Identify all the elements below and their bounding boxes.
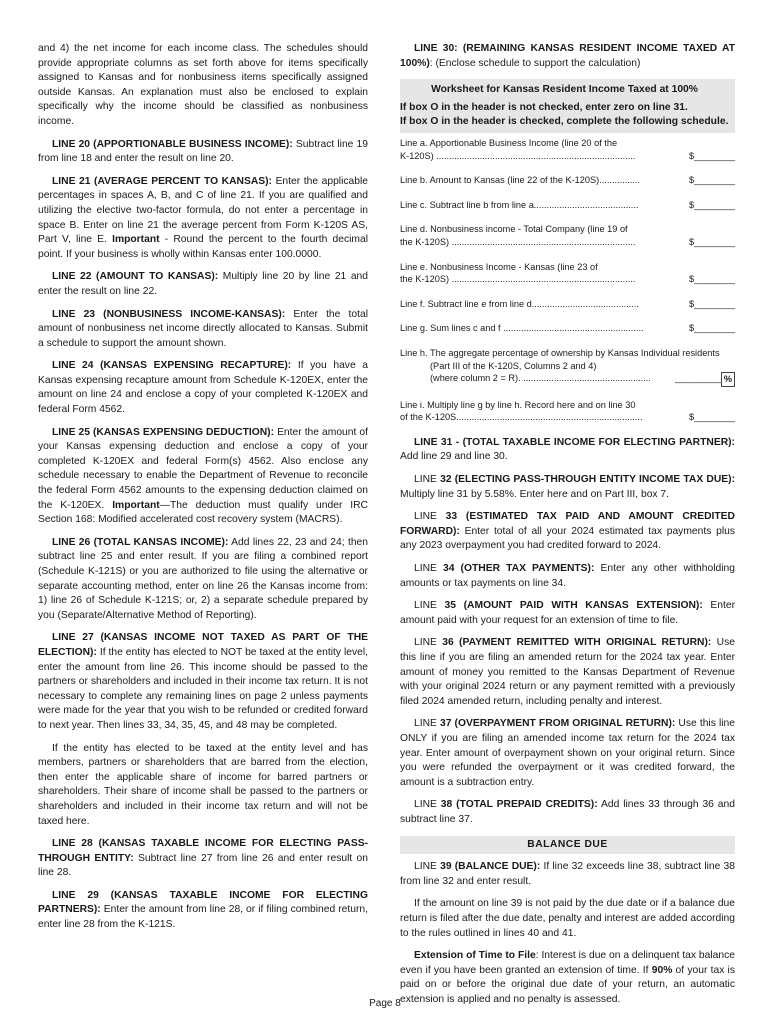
worksheet-line-b: Line b. Amount to Kansas (line 22 of the K-120S)................ $________ [400, 175, 735, 186]
worksheet-note-checked: If box O in the header is checked, complete the following schedule. [400, 116, 729, 128]
worksheet-line-a: Line a. Apportionable Business Income (line 20 of the K-120S) .............................................................................. $________ [400, 137, 735, 161]
line-39-instructions: LINE 39 (BALANCE DUE): If line 32 exceeds line 38, subtract line 38 from line 32 and enter result. [400, 861, 735, 887]
percent-field[interactable]: _________ [674, 373, 721, 384]
line-29-instructions: LINE 29 (KANSAS TAXABLE INCOME FOR ELECTING PARTNERS): Enter the amount from line 28, or if filing combined return, enter line 28 from the K-121S. [38, 889, 368, 931]
line-32-instructions: LINE 32 (ELECTING PASS-THROUGH ENTITY INCOME TAX DUE): Multiply line 31 by 5.58%. Enter here and on Part III, box 7. [400, 474, 735, 500]
worksheet-line-i: Line i. Multiply line g by line h. Record here and on line 30 of the K-120S......................................................................... $________ [400, 399, 735, 423]
amount-field[interactable]: $________ [689, 298, 735, 309]
line-20-instructions: LINE 20 (APPORTIONABLE BUSINESS INCOME): Subtract line 19 from line 18 and enter the result on line 20. [38, 138, 368, 165]
extension-paragraph: Extension of Time to File: Interest is due on a delinquent tax balance even if you have been granted an extension of time. If 90% of your tax is paid on or before the original due date of your return, an automatic extension is applied and no penalty is assessed. [400, 950, 735, 1005]
percent-sign: % [721, 372, 735, 387]
worksheet-line-c: Line c. Subtract line b from line a......................................... $________ [400, 199, 735, 210]
amount-field[interactable]: $________ [689, 236, 735, 247]
worksheet-line-e: Line e. Nonbusiness Income - Kansas (line 23 of the K-120S) ........................................................................ $________ [400, 261, 735, 285]
line-24-instructions: LINE 24 (KANSAS EXPENSING RECAPTURE): If you have a Kansas expensing recapture amount from Schedule K-120EX, enter the amount on line 24 and enclose a copy of your completed K-120EX and federal Form 4562. [38, 360, 369, 416]
amount-field[interactable]: $________ [689, 199, 735, 210]
amount-field[interactable]: $________ [689, 323, 735, 334]
worksheet-line-f: Line f. Subtract line e from line d.......................................... $________ [400, 298, 735, 309]
line-33-instructions: LINE 33 (ESTIMATED TAX PAID AND AMOUNT CREDITED FORWARD): Enter total of all your 2024 estimated tax payments plus any 2023 overpayment you had credited forward to 2024. [400, 511, 735, 552]
amount-field[interactable]: $________ [689, 412, 735, 423]
right-column [400, 42, 735, 1015]
line-25-instructions: LINE 25 (KANSAS EXPENSING DEDUCTION): Enter the amount of your Kansas expensing deduction and enclose a copy of your completed K-120EX and federal Form(s) 4562. Also enclose any schedule necessary to enable the Department of Revenue to reconcile the federal Form 4562 amounts to the expensing deduction claimed on the K-120EX. Important—The deduction must qualify under IRC Section 168: Modified accelerated cost recovery system (MACRS). [38, 426, 368, 526]
amount-field[interactable]: $________ [689, 274, 735, 285]
page-number: Page 8 [369, 998, 401, 1009]
line-37-instructions: LINE 37 (OVERPAYMENT FROM ORIGINAL RETURN): Use this line ONLY if you are filing an amended income tax return for the 2024 tax year. Enter amount of overpayment shown on your original return. Since you were refunded the overpayment or it was credited forward, the amount is a subtraction entry. [400, 718, 735, 788]
worksheet-line-g: Line g. Sum lines c and f ....................................................... $________ [400, 323, 735, 334]
line-21-instructions: LINE 21 (AVERAGE PERCENT TO KANSAS): Enter the applicable percentages in spaces A, B, and C of line 21. If you are qualified and utilizing the elective two-factor formula, do not enter a percentage in space B. Enter on line 21 the average percent from Form K-120S AS, Part V, line E. Important - Round the percent to the fourth decimal point. If your business is wholly within Kansas enter 100.0000. [38, 175, 368, 260]
line-39-penalty-paragraph: If the amount on line 39 is not paid by the due date or if a balance due return is filed after the due date, penalty and interest are added according to the rules outlined in lines 40 and 41. [400, 898, 735, 939]
line-34-instructions: LINE 34 (OTHER TAX PAYMENTS): Enter any other withholding amounts or tax payments on line 34. [400, 563, 735, 589]
worksheet-line-h: Line h. The aggregate percentage of ownership by Kansas Individual residents (Part III of the K-120S, Columns 2 and 4) (where column 2 = R). .................................................. _________ % [400, 347, 735, 387]
worksheet-line-d: Line d. Nonbusiness income - Total Company (line 19 of the K-120S) ........................................................................ $________ [400, 224, 735, 247]
balance-due-heading: BALANCE DUE [400, 836, 735, 855]
line-36-instructions: LINE 36 (PAYMENT REMITTED WITH ORIGINAL RETURN): Use this line if you are filing an amended return for the 2024 tax year. Enter amount of money you remitted to the Kansas Department of Revenue with your original 2024 return or any payment remitted with a previously filed 2024 amended return, including penalty and interest. [400, 637, 735, 707]
left-column [38, 42, 368, 941]
line-30-instructions: LINE 30: (REMAINING KANSAS RESIDENT INCOME TAXED AT 100%): (Enclose schedule to support the calculation) [400, 43, 735, 69]
line-27-elected-paragraph: If the entity has elected to be taxed at the entity level and has members, partners or shareholders that are barred from the election, then enter the applicable share of income for barred partners or shareholders. Their share of income shall be passed to the partners or shareholders and included in their income tax return and will not be taxed here. [38, 742, 368, 827]
line-38-instructions: LINE 38 (TOTAL PREPAID CREDITS): Add lines 33 through 36 and subtract line 37. [400, 799, 735, 825]
amount-field[interactable]: $________ [689, 175, 735, 186]
worksheet-title: Worksheet for Kansas Resident Income Taxed at 100% [431, 84, 698, 96]
line-22-instructions: LINE 22 (AMOUNT TO KANSAS): Multiply line 20 by line 21 and enter the result on line 22. [38, 271, 369, 297]
paragraph-intro: and 4) the net income for each income class. The schedules should provide appropriate columns as set forth above for items specifically assigned to Kansas and for nonbusiness items specifically assigned outside Kansas. An explanation must also be enclosed to explain specifically why the income should be classified as nonbusiness income. [38, 43, 368, 127]
line-35-instructions: LINE 35 (AMOUNT PAID WITH KANSAS EXTENSION): Enter amount paid with your request for an extension of time to file. [400, 600, 735, 626]
line-27-instructions: LINE 27 (KANSAS INCOME NOT TAXED AS PART OF THE ELECTION): If the entity has elected to NOT be taxed at the entity level, enter the amount from line 26. This income should be passed to the partners or shareholders and included in their income tax return. It is not necessary to complete any remaining lines on page 2 unless payments were made for the year that you wish to be refunded or credited forward to next year. Then lines 33, 34, 35, 45, and 48 may be completed. [38, 632, 368, 731]
line-26-instructions: LINE 26 (TOTAL KANSAS INCOME): Add lines 22, 23 and 24; then subtract line 25 and enter result. If you are filing a combined report (Schedule K-121S) or you are authorized to file using the alternative or separate accounting method, enter on line 26 the Kansas income from: 1) line 26 of Schedule K-121S; or, 2) a separate schedule prepared by you (Separate/Alternative Method of Reporting). [38, 536, 369, 621]
amount-field[interactable]: $________ [689, 150, 735, 161]
line-23-instructions: LINE 23 (NONBUSINESS INCOME-KANSAS): Enter the total amount of nonbusiness net income directly allocated to Kansas. Submit a schedule to support the amount shown. [38, 308, 368, 349]
worksheet-header [400, 79, 735, 133]
line-31-instructions: LINE 31 - (TOTAL TAXABLE INCOME FOR ELECTING PARTNER): Add line 29 and line 30. [400, 436, 735, 463]
line-28-instructions: LINE 28 (KANSAS TAXABLE INCOME FOR ELECTING PASS-THROUGH ENTITY: Subtract line 27 from line 26 and enter result on line 28. [38, 838, 368, 879]
worksheet-note-unchecked: If box O in the header is not checked, enter zero on line 31. [400, 101, 688, 113]
